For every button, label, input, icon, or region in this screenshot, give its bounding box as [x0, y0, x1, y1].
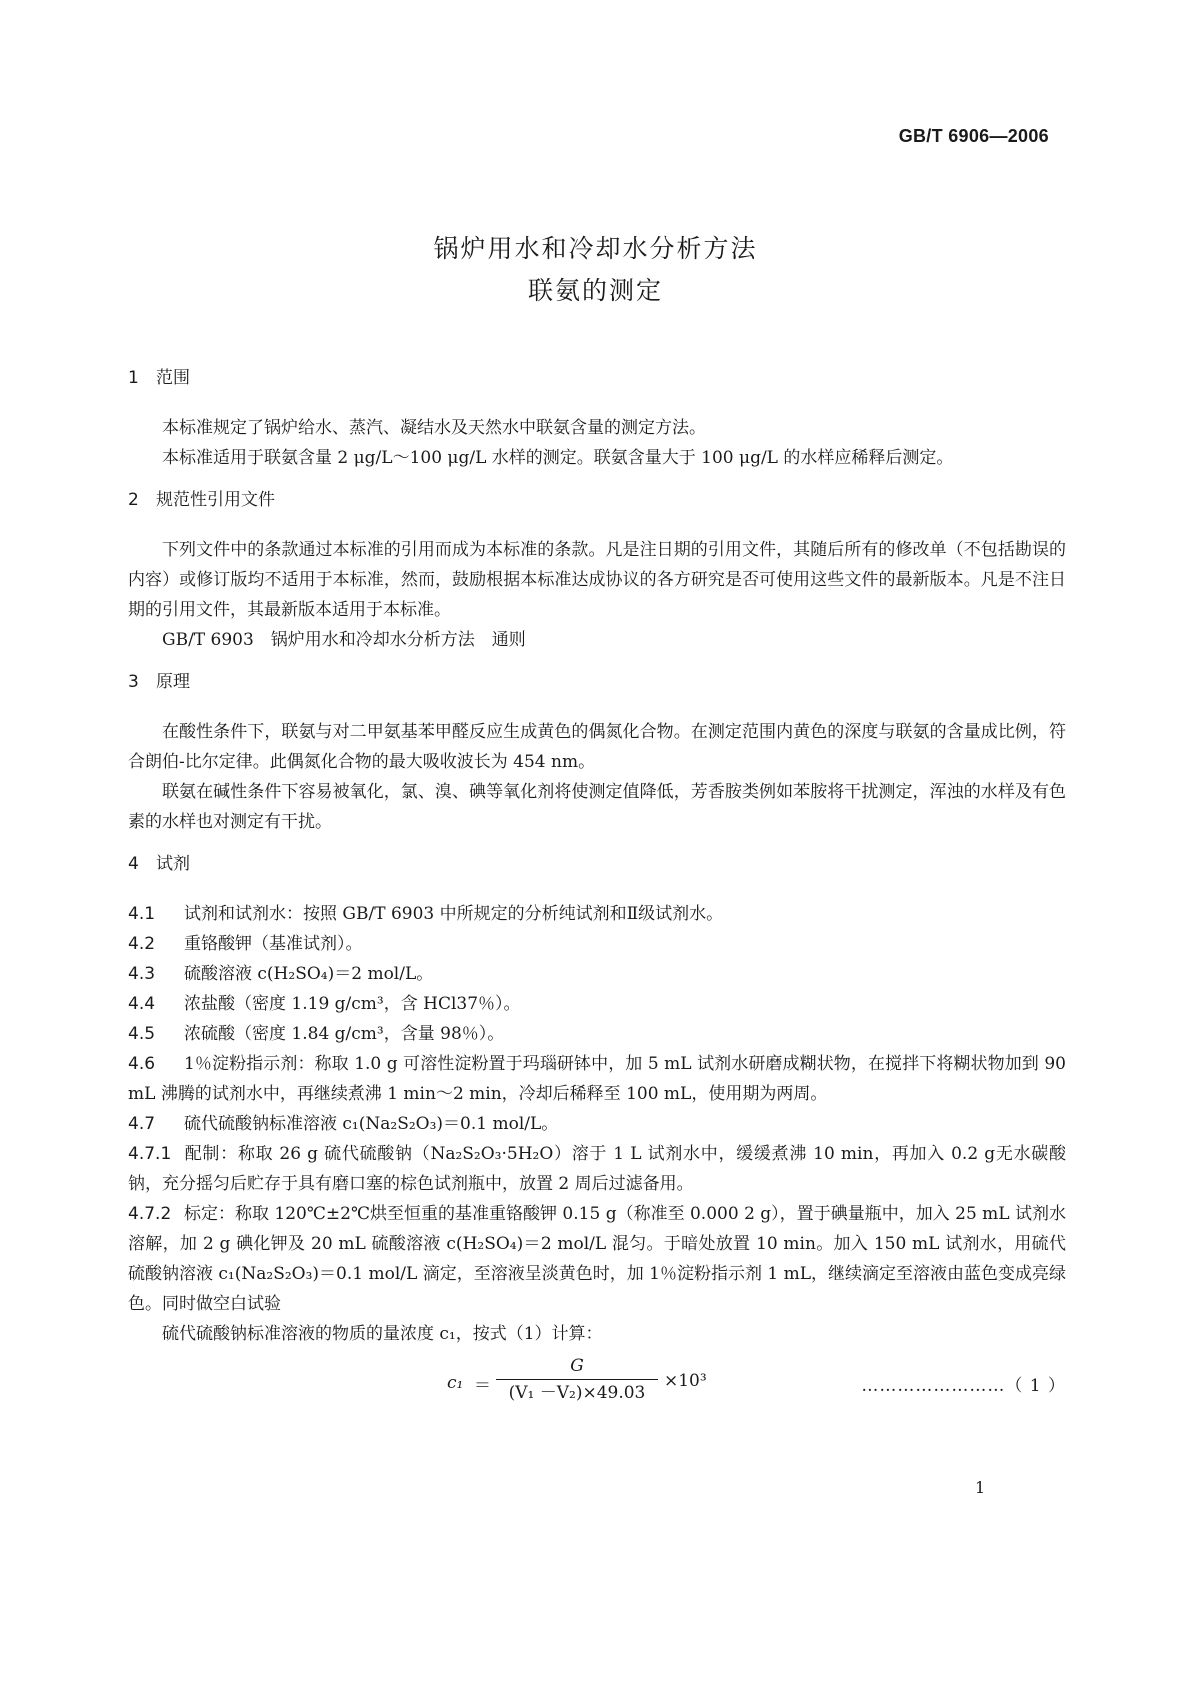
- standard-number: GB/T 6906—2006: [898, 126, 1049, 146]
- clause-item: [128, 1109, 1066, 1139]
- formula-1: [128, 1355, 1066, 1415]
- clause-text: 浓盐酸（密度 1.19 g/cm³，含 HCl37％）。: [184, 994, 521, 1014]
- clause-text: 重铬酸钾（基准试剂）。: [184, 934, 363, 954]
- section-number: 3: [128, 672, 139, 692]
- clause-item: [128, 899, 1066, 929]
- calculation-intro: 硫代硫酸钠标准溶液的物质的量浓度 c₁，按式（1）计算：: [162, 1324, 603, 1344]
- clause-item: [128, 989, 1066, 1019]
- clause-text: 试剂和试剂水：按照 GB/T 6903 中所规定的分析纯试剂和Ⅱ级试剂水。: [184, 904, 724, 924]
- fraction-bar: [496, 1379, 658, 1380]
- clause-number: 4.1: [128, 904, 156, 924]
- page-number: 1: [975, 1478, 986, 1497]
- clause-number: 4.7.2: [128, 1204, 172, 1224]
- section-number: 1: [128, 368, 139, 388]
- clause-text: 浓硫酸（密度 1.84 g/cm³，含量 98％）。: [184, 1024, 505, 1044]
- clause-number: 4.6: [128, 1054, 156, 1074]
- clause-item: [128, 1019, 1066, 1049]
- equation-number: ……………………（ 1 ）: [861, 1376, 1066, 1396]
- section-heading-scope: [128, 365, 1066, 391]
- clause-number: 4.3: [128, 964, 156, 984]
- formula-fraction: [496, 1355, 658, 1404]
- document-subtitle: 联氨的测定: [527, 276, 663, 305]
- section-title: 范围: [156, 368, 190, 388]
- clause-item: [128, 929, 1066, 959]
- clause-number: 4.4: [128, 994, 156, 1014]
- clause-text: 1％淀粉指示剂：称取 1.0 g 可溶性淀粉置于玛瑙研钵中，加 5 mL 试剂水研磨成糊状物，在搅拌下将糊状物加到 90 mL 沸腾的试剂水中，再继续煮沸 1 min～2 min，冷却后稀释至 100 mL，使用期为两周。: [128, 1054, 1066, 1104]
- section-heading-reagents: [128, 851, 1066, 877]
- paragraph: 本标准适用于联氨含量 2 μg/L～100 μg/L 水样的测定。联氨含量大于 100 μg/L 的水样应稀释后测定。: [162, 448, 954, 468]
- section-number: 2: [128, 490, 139, 510]
- paragraph: 在酸性条件下，联氨与对二甲氨基苯甲醛反应生成黄色的偶氮化合物。在测定范围内黄色的深度与联氨的含量成比例，符合朗伯-比尔定律。此偶氮化合物的最大吸收波长为 454 nm。: [128, 722, 1066, 772]
- clause-number: 4.2: [128, 934, 156, 954]
- section-title: 试剂: [156, 854, 190, 874]
- formula-multiplier: ×10³: [664, 1371, 707, 1391]
- section-heading-principle: [128, 669, 1066, 695]
- document-body: [128, 365, 1066, 1415]
- clause-number: 4.7: [128, 1114, 156, 1134]
- section-title: 原理: [156, 672, 190, 692]
- paragraph: 联氨在碱性条件下容易被氧化，氯、溴、碘等氧化剂将使测定值降低，芳香胺类例如苯胺将干扰测定，浑浊的水样及有色素的水样也对测定有干扰。: [128, 782, 1066, 832]
- formula-equals: ＝: [474, 1376, 491, 1396]
- clause-text: 配制：称取 26 g 硫代硫酸钠（Na₂S₂O₃·5H₂O）溶于 1 L 试剂水中，缓缓煮沸 10 min，再加入 0.2 g无水碳酸钠，充分摇匀后贮存于具有磨口塞的棕色试剂瓶中，放置 2 周后过滤备用。: [128, 1144, 1066, 1194]
- clause-text: 标定：称取 120℃±2℃烘至恒重的基准重铬酸钾 0.15 g（称准至 0.000 2 g），置于碘量瓶中，加入 25 mL 试剂水溶解，加 2 g 碘化钾及 20 mL 硫酸溶液 c(H₂SO₄)＝2 mol/L 混匀。于暗处放置 10 min。加入 150 mL 试剂水，用硫代硫酸钠溶液 c₁(Na₂S₂O₃)＝0.1 mol/L 滴定，至溶液呈淡黄色时，加 1％淀粉指示剂 1 mL，继续滴定至溶液由蓝色变成亮绿色。同时做空白试验: [128, 1204, 1066, 1314]
- clause-text: 硫代硫酸钠标准溶液 c₁(Na₂S₂O₃)＝0.1 mol/L。: [184, 1114, 559, 1134]
- clause-number: 4.7.1: [128, 1144, 172, 1164]
- section-title: 规范性引用文件: [156, 490, 275, 510]
- formula-lhs: c₁: [447, 1373, 464, 1393]
- clause-item: [128, 959, 1066, 989]
- formula-denominator: (V₁ －V₂)×49.03: [508, 1383, 646, 1403]
- section-number: 4: [128, 854, 139, 874]
- document-title: 锅炉用水和冷却水分析方法: [433, 234, 758, 263]
- paragraph: 本标准规定了锅炉给水、蒸汽、凝结水及天然水中联氨含量的测定方法。: [162, 418, 706, 438]
- clause-text: 硫酸溶液 c(H₂SO₄)＝2 mol/L。: [184, 964, 434, 984]
- formula-numerator: G: [570, 1356, 584, 1376]
- paragraph: 下列文件中的条款通过本标准的引用而成为本标准的条款。凡是注日期的引用文件，其随后所有的修改单（不包括勘误的内容）或修订版均不适用于本标准，然而，鼓励根据本标准达成协议的各方研究是否可使用这些文件的最新版本。凡是不注日期的引用文件，其最新版本适用于本标准。: [128, 540, 1066, 620]
- clause-number: 4.5: [128, 1024, 156, 1044]
- reference-entry: GB/T 6903 锅炉用水和冷却水分析方法 通则: [162, 630, 526, 650]
- clause-item: [128, 1199, 1066, 1319]
- clause-item: [128, 1139, 1066, 1199]
- clause-item: [128, 1049, 1066, 1109]
- section-heading-normative-references: [128, 487, 1066, 513]
